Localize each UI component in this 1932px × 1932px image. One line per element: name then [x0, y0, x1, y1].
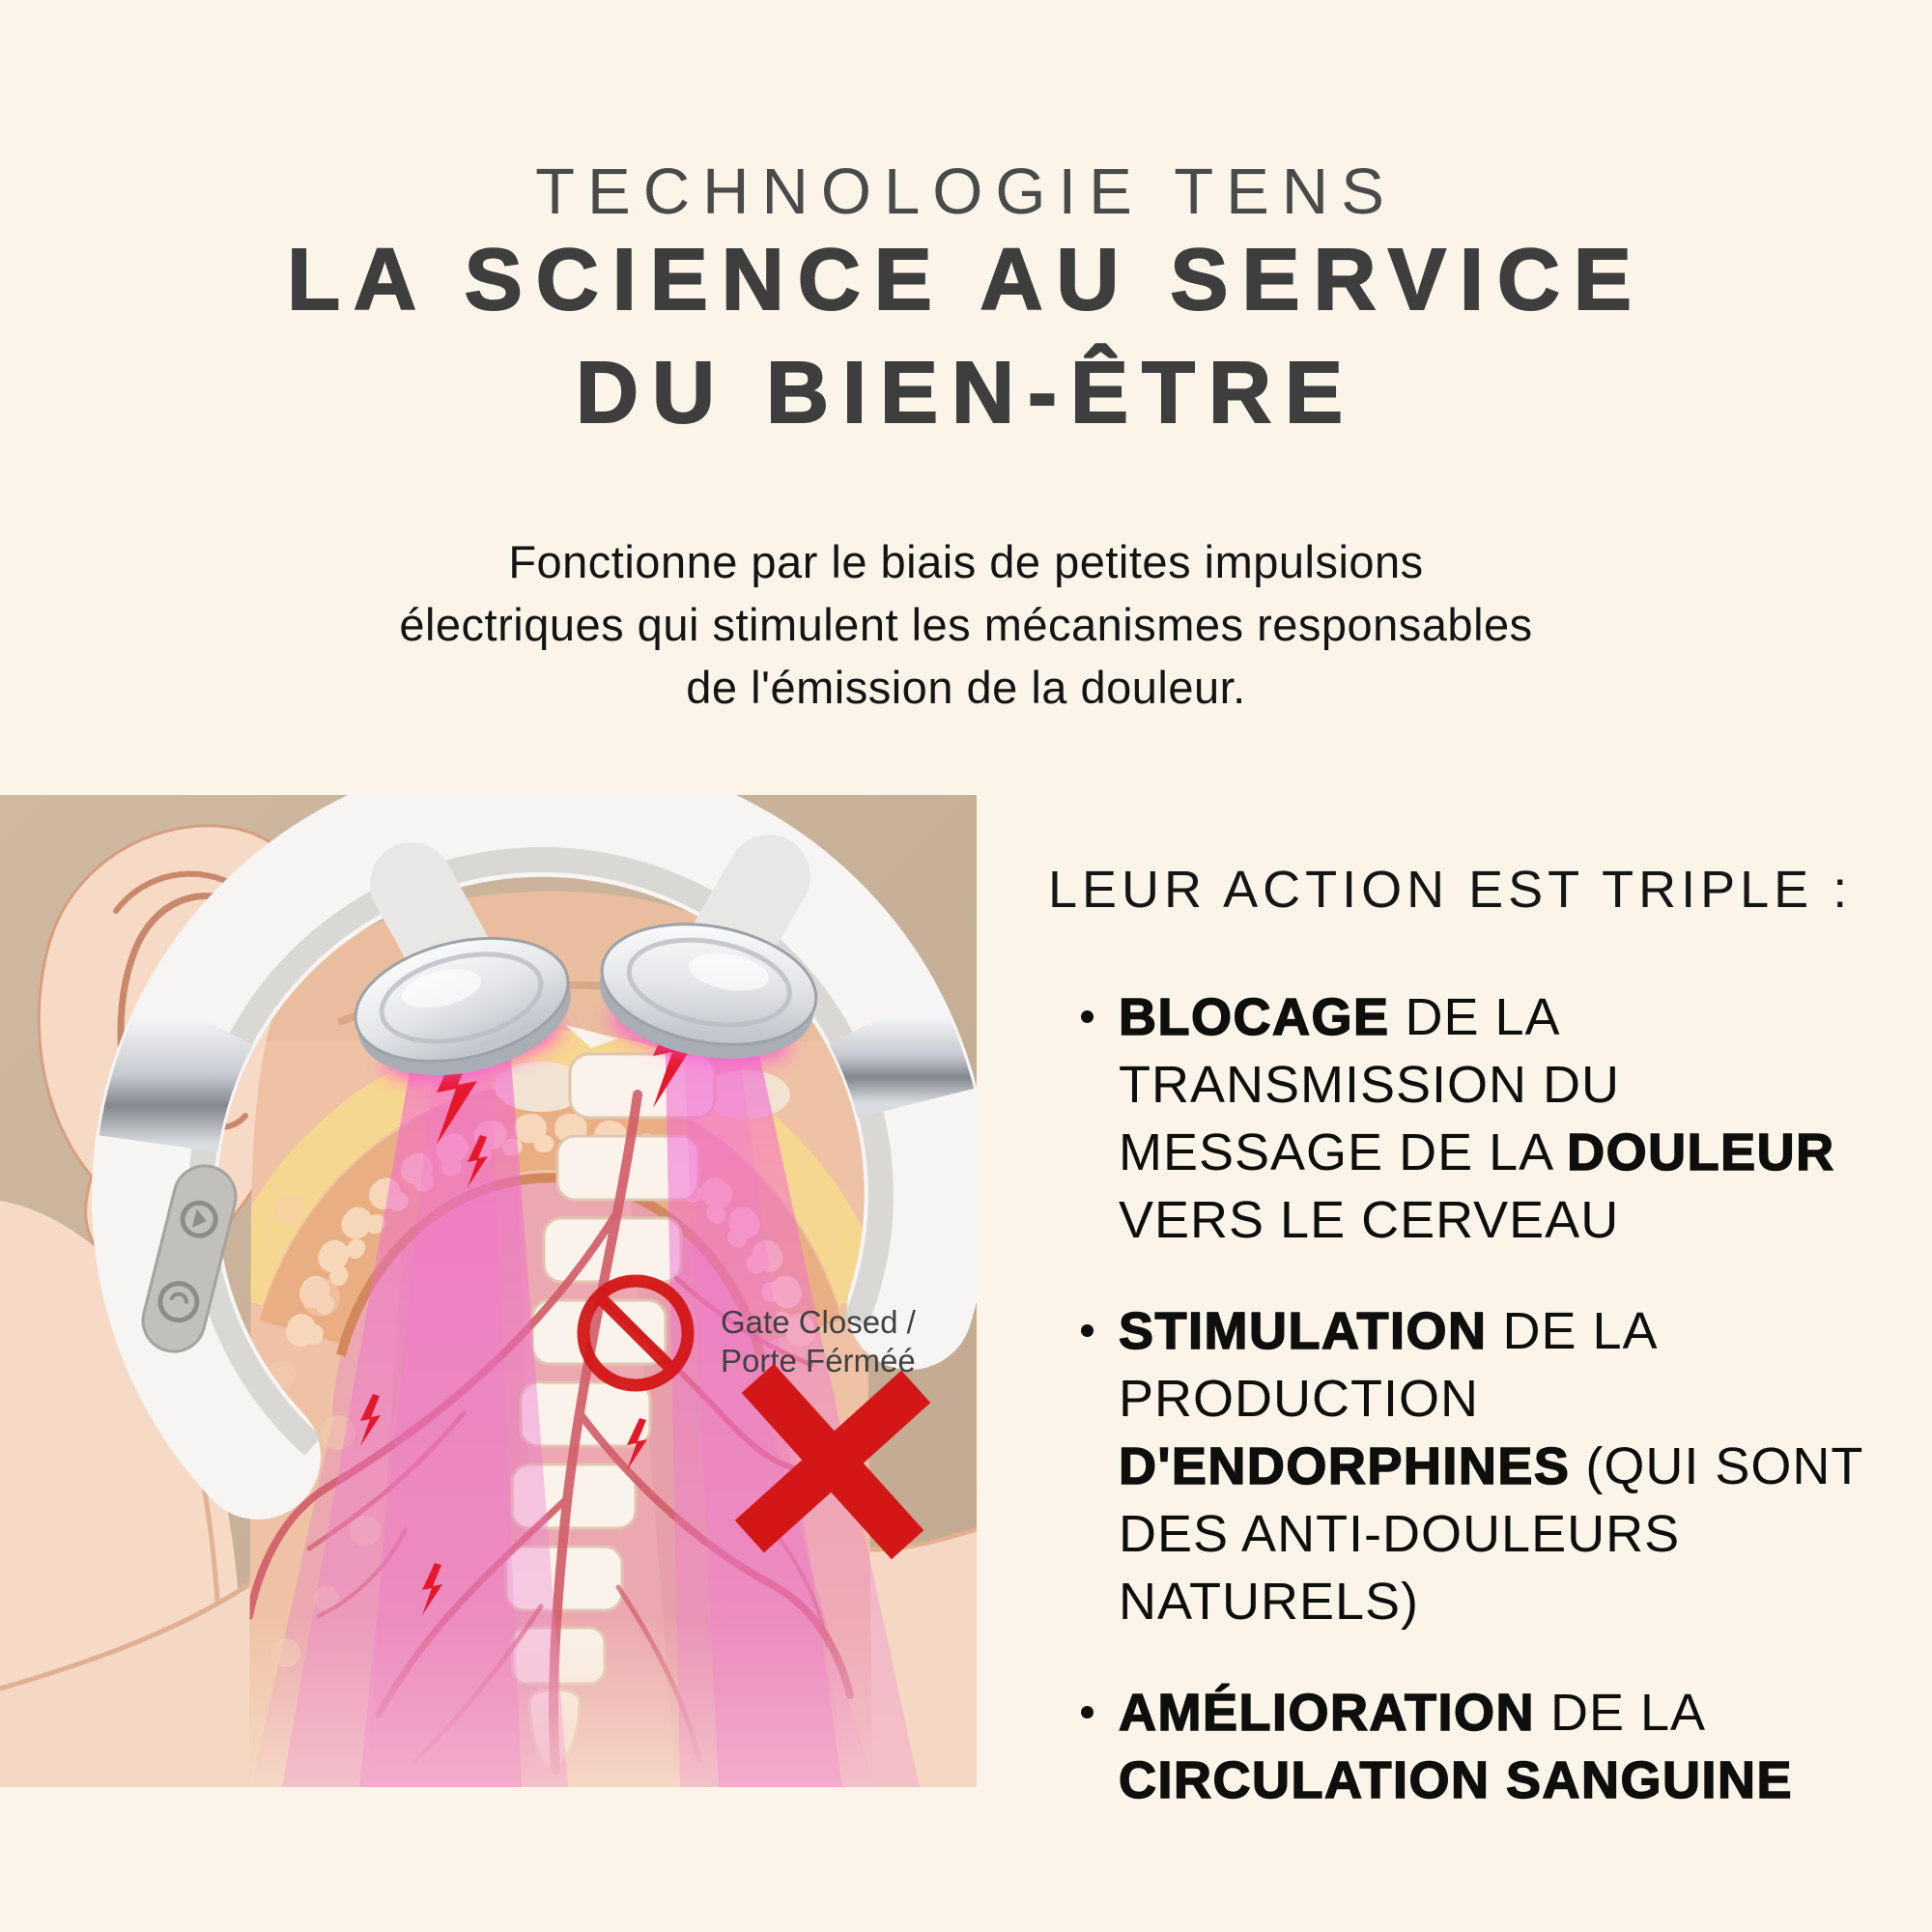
action-bullet — [1048, 1297, 1864, 1635]
bullet-dot — [1081, 1324, 1094, 1337]
title-line-1: LA SCIENCE AU SERVICE — [287, 232, 1645, 328]
action-bullet — [1048, 983, 1850, 1254]
bullet-text: AMÉLIORATION DE LA CIRCULATION SANGUINE — [1119, 1684, 1793, 1809]
intro-line-3: de l'émission de la douleur. — [686, 662, 1246, 713]
action-bullet — [1048, 1679, 1850, 1814]
gate-closed-label-line1: Gate Closed / — [721, 1304, 916, 1340]
gate-closed-label-line2: Porte Férméé — [721, 1343, 916, 1378]
eyebrow-title: TECHNOLOGIE TENS — [535, 156, 1397, 228]
intro-line-2: électriques qui stimulent les mécanismes responsables — [399, 599, 1533, 650]
bullet-dot — [1081, 1706, 1094, 1719]
chrome-band-left — [158, 1017, 200, 1144]
title-line-2: DU BIEN-ÊTRE — [575, 345, 1357, 441]
bullet-text: BLOCAGE DE LA TRANSMISSION DU MESSAGE DE LA DOULEUR VERS LE CERVEAU — [1119, 988, 1835, 1249]
bullet-text: STIMULATION DE LA PRODUCTION D'ENDORPHINES (QUI SONT DES ANTI-DOULEURS NATURELS) — [1119, 1302, 1864, 1631]
chrome-band-right — [882, 1016, 916, 1103]
actions-list — [1048, 983, 1864, 1814]
bullet-dot — [1081, 1010, 1094, 1023]
actions-panel — [1048, 861, 1864, 1858]
intro-line-1: Fonctionne par le biais de petites impulsions — [508, 536, 1424, 587]
neck-device-illustration — [0, 795, 977, 1787]
actions-heading: LEUR ACTION EST TRIPLE : — [1048, 861, 1853, 919]
intro-paragraph — [0, 530, 1932, 719]
page-title — [0, 224, 1932, 450]
